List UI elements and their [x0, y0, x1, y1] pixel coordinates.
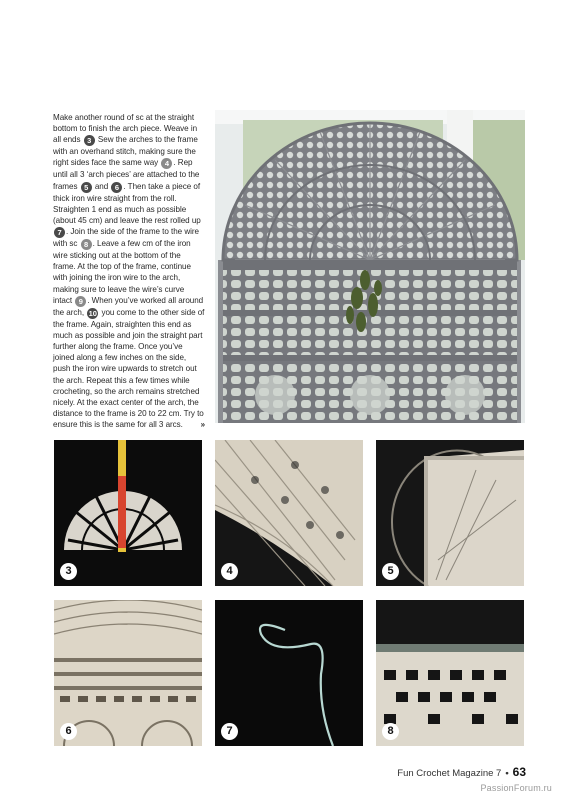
para-9: you come to the other side of the frame. Again, straighten this end as much as possible and join the straight part further along the frame. Once you’ve joined along a few inches on the side, push the iron wire upwards to stretch out the arch. Repeat this a few times while crocheting, so the arch remains stretched nicely. At the exact center of the arch, the distance to the frame is 20 to 22 cm. Try to ensure this is the same for all 3 arcs.: [53, 307, 205, 430]
page-footer: [397, 765, 526, 779]
step-marker-5: 5: [81, 182, 92, 193]
photo-label-5: 5: [382, 563, 399, 580]
photo-8-illustration: [376, 600, 524, 746]
step-marker-4: 4: [161, 158, 172, 169]
para-7: Leave a few cm of the iron wire sticking out at the bottom of the frame. At the top of the frame, continue with joining the iron wire to the arch, making sure to leave the wire’s curve intact: [53, 239, 191, 305]
watermark: PassionForum.ru: [480, 783, 552, 793]
magazine-name: Fun Crochet Magazine 7: [397, 768, 502, 779]
step-marker-10: 10: [88, 308, 97, 318]
photo-step-7: [215, 600, 363, 746]
hero-photo: [215, 110, 525, 423]
step-marker-3: 3: [84, 135, 95, 146]
para-3: Rep until all 3 ‘arch pieces’ are attached to the frames: [53, 158, 200, 191]
photo-7-illustration: [215, 600, 363, 746]
para-8: When you’ve worked all around the arch,: [53, 295, 204, 317]
photo-label-3: 3: [60, 563, 77, 580]
photo-3-illustration: [54, 440, 202, 586]
page-number: 63: [512, 765, 526, 779]
para-6: Join the side of the frame to the wire with sc: [53, 227, 199, 249]
footer-separator: •: [505, 768, 509, 779]
photo-step-4: [215, 440, 363, 586]
article-text: Make another round of sc at the straight bottom to finish the arch piece. Weave in all ends 3 Sew the arches to the frame with an overhand stitch, making sure the right sides face the same way 4 . Rep until all 3 ‘arch pieces’ are attached to the frames 5 and 6 . Then take a piece of thick iron wire straight from the roll. Straighten 1 end as much as possible (about 45 cm) and leave the rest rolled up 7 . Join the side of the frame to the wire with sc 8 . Leave a few cm of the iron wire sticking out at the bottom of the frame. At the top of the frame, continue with joining the iron wire to the arch, making sure to leave the wire’s curve intact 9 . When you’ve worked all around the arch, 10 you come to the other side of the frame. Again, straighten this end as much as possible and join the straight part further along the frame. Once you’ve joined along a few inches on the side, push the iron wire upwards to stretch out the arch. Repeat this a few times while crocheting, so the arch remains stretched nicely. At the exact center of the arch, the distance to the frame is 20 to 22 cm. Try to ensure this is the same for all 3 arcs. »: [53, 113, 205, 430]
photo-step-8: [376, 600, 524, 746]
photo-5-illustration: [376, 440, 524, 586]
para-1: Make another round of sc at the straight bottom to finish the arch piece. Weave in all ends: [53, 113, 198, 145]
step-marker-9: 9: [75, 296, 86, 307]
photo-4-illustration: [215, 440, 363, 586]
para-5: Then take a piece of thick iron wire straight from the roll. Straighten 1 end as much as possible (about 45 cm) and leave the rest rolled up: [53, 181, 201, 225]
step-marker-7: 7: [54, 227, 65, 238]
photo-label-4: 4: [221, 563, 238, 580]
hero-illustration: [215, 110, 525, 423]
photo-step-3: [54, 440, 202, 586]
photo-step-6: [54, 600, 202, 746]
photo-label-7: 7: [221, 723, 238, 740]
photo-label-8: 8: [382, 723, 399, 740]
step-marker-6: 6: [111, 182, 122, 193]
continue-arrow: »: [200, 420, 205, 430]
photo-label-6: 6: [60, 723, 77, 740]
para-4: and: [94, 181, 109, 191]
step-marker-8: 8: [81, 239, 92, 250]
photo-step-5: [376, 440, 524, 586]
photo-6-illustration: [54, 600, 202, 746]
para-2: Sew the arches to the frame with an overhand stitch, making sure the right sides face the same way: [53, 135, 198, 168]
